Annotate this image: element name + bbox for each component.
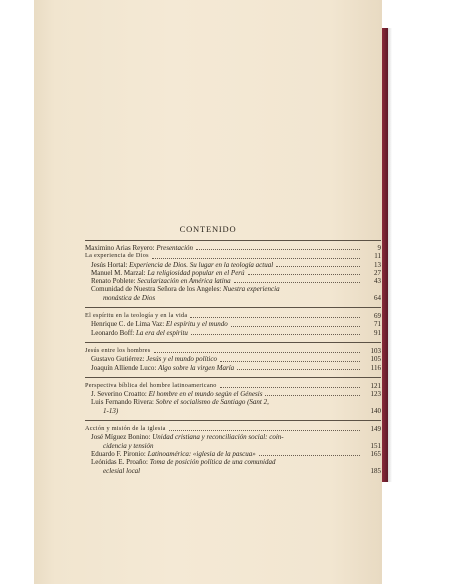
entry-author: Maximino Arias Reyero: [85, 244, 155, 252]
page-number: 116 [370, 363, 381, 372]
section-entry[interactable] [85, 347, 381, 355]
entry-author: J. Severino Croatto: [91, 390, 147, 399]
entry-title: Secularización en América latina [137, 277, 231, 286]
entry-continuation [85, 442, 381, 450]
entry-author: Eduardo F. Pironio: [91, 449, 146, 458]
article-entry[interactable] [85, 390, 381, 398]
entry-continuation [85, 294, 381, 302]
article-entry[interactable] [85, 269, 381, 277]
page-number: 165 [370, 449, 381, 458]
article-entry[interactable] [85, 261, 381, 269]
leader-dots [190, 317, 360, 318]
page-number: 121 [370, 381, 381, 390]
leader-dots [152, 258, 360, 259]
page-number: 105 [370, 355, 381, 364]
entry-title-cont: cidencia y tensión [103, 441, 154, 450]
entry-author: Renato Poblete: [91, 277, 136, 286]
page-number: 9 [377, 244, 381, 252]
article-entry[interactable] [85, 364, 381, 372]
divider [85, 342, 381, 343]
page-number: 71 [374, 320, 381, 329]
page-number: 27 [374, 268, 381, 277]
divider [85, 377, 381, 378]
entry-continuation [85, 467, 381, 475]
leader-dots [220, 361, 360, 362]
page-number: 140 [370, 406, 381, 415]
page-number: 185 [370, 466, 381, 475]
article-entry[interactable] [85, 277, 381, 285]
section-title: Perspectiva bíblica del hombre latinoamericano [85, 381, 217, 389]
leader-dots [191, 334, 360, 335]
leader-dots [196, 249, 360, 250]
entry-title-cont: eclesial local [103, 466, 141, 475]
page-number: 151 [370, 441, 381, 450]
page-number: 11 [374, 252, 381, 261]
entry-title: Presentación [156, 244, 194, 252]
page-number: 149 [370, 425, 381, 434]
section-title: La experiencia de Dios [85, 252, 149, 260]
page-number: 13 [374, 260, 381, 269]
divider [85, 307, 381, 308]
page-shadow [388, 28, 392, 482]
page-number: 64 [374, 293, 381, 302]
leader-dots [154, 352, 361, 353]
article-entry[interactable] [85, 320, 381, 328]
entry-title: Unidad cristiana y reconciliación social: coin- [152, 433, 284, 442]
entry-title: Nuestra experiencia [223, 285, 280, 294]
entry-title: El hombre en el mundo según el Génesis [148, 390, 263, 399]
entry-title: Jesús y el mundo político [146, 355, 217, 364]
page-number: 43 [374, 277, 381, 286]
leader-dots [248, 274, 360, 275]
entry-continuation [85, 407, 381, 415]
book-page [34, 0, 382, 584]
entry-title: Toma de posición política de una comunidad [149, 458, 276, 467]
divider [85, 420, 381, 421]
leader-dots [237, 369, 360, 370]
section-entry[interactable] [85, 425, 381, 433]
entry-title: Algo sobre la virgen María [158, 363, 235, 372]
entry-author: Luis Fernando Rivera: [91, 398, 154, 407]
page-heading: CONTENIDO [179, 224, 237, 234]
entry-title-cont: 1-13) [103, 406, 119, 415]
section-title: El espíritu en la teología y en la vida [85, 312, 188, 320]
entry-author: José Míguez Bonino: [91, 433, 151, 442]
entry-author: Leonardo Boff: [91, 328, 135, 337]
entry-author: Gustavo Gutiérrez: [91, 355, 145, 364]
entry-title: Experiencia de Dios. Su lugar en la teología actual [129, 260, 274, 269]
article-entry[interactable] [85, 458, 381, 466]
leader-dots [231, 326, 360, 327]
article-entry[interactable] [85, 244, 381, 252]
leader-dots [234, 282, 360, 283]
entry-title: La era del espíritu [135, 328, 188, 337]
section-title: Acción y misión de la iglesia [85, 425, 166, 433]
entry-author: Henrique C. de Lima Vaz: [91, 320, 165, 329]
leader-dots [265, 395, 360, 396]
entry-author: Manuel M. Marzal: [91, 268, 146, 277]
leader-dots [220, 387, 360, 388]
table-of-contents [85, 240, 381, 475]
entry-title: El espíritu y el mundo [165, 320, 228, 329]
section-entry[interactable] [85, 252, 381, 260]
page-number: 69 [374, 312, 381, 321]
page-number: 103 [370, 346, 381, 355]
entry-title: La religiosidad popular en el Perú [147, 268, 245, 277]
entry-title: Latinoamérica: «iglesia de la pascua» [147, 449, 256, 458]
divider [85, 240, 381, 241]
article-entry[interactable] [85, 398, 381, 406]
article-entry[interactable] [85, 450, 381, 458]
section-title: Jesús entre los hombres [85, 346, 151, 354]
entry-author: Comunidad de Nuestra Señora de los Angeles: [91, 285, 222, 294]
entry-title-cont: monástica de Dios [103, 293, 156, 302]
article-entry[interactable] [85, 329, 381, 337]
leader-dots [276, 266, 360, 267]
article-entry[interactable] [85, 355, 381, 363]
page-number: 91 [374, 328, 381, 337]
section-entry[interactable] [85, 312, 381, 320]
entry-author: Joaquín Alliende Luco: [91, 363, 157, 372]
entry-author: Leónidas E. Proaño: [91, 458, 148, 467]
leader-dots [259, 455, 360, 456]
article-entry[interactable] [85, 433, 381, 441]
section-entry[interactable] [85, 382, 381, 390]
leader-dots [169, 430, 360, 431]
article-entry[interactable] [85, 285, 381, 293]
page-number: 123 [370, 390, 381, 399]
entry-author: Jesús Hortal: [91, 260, 128, 269]
entry-title: Sobre el socialismo de Santiago (Sant 2, [155, 398, 269, 407]
